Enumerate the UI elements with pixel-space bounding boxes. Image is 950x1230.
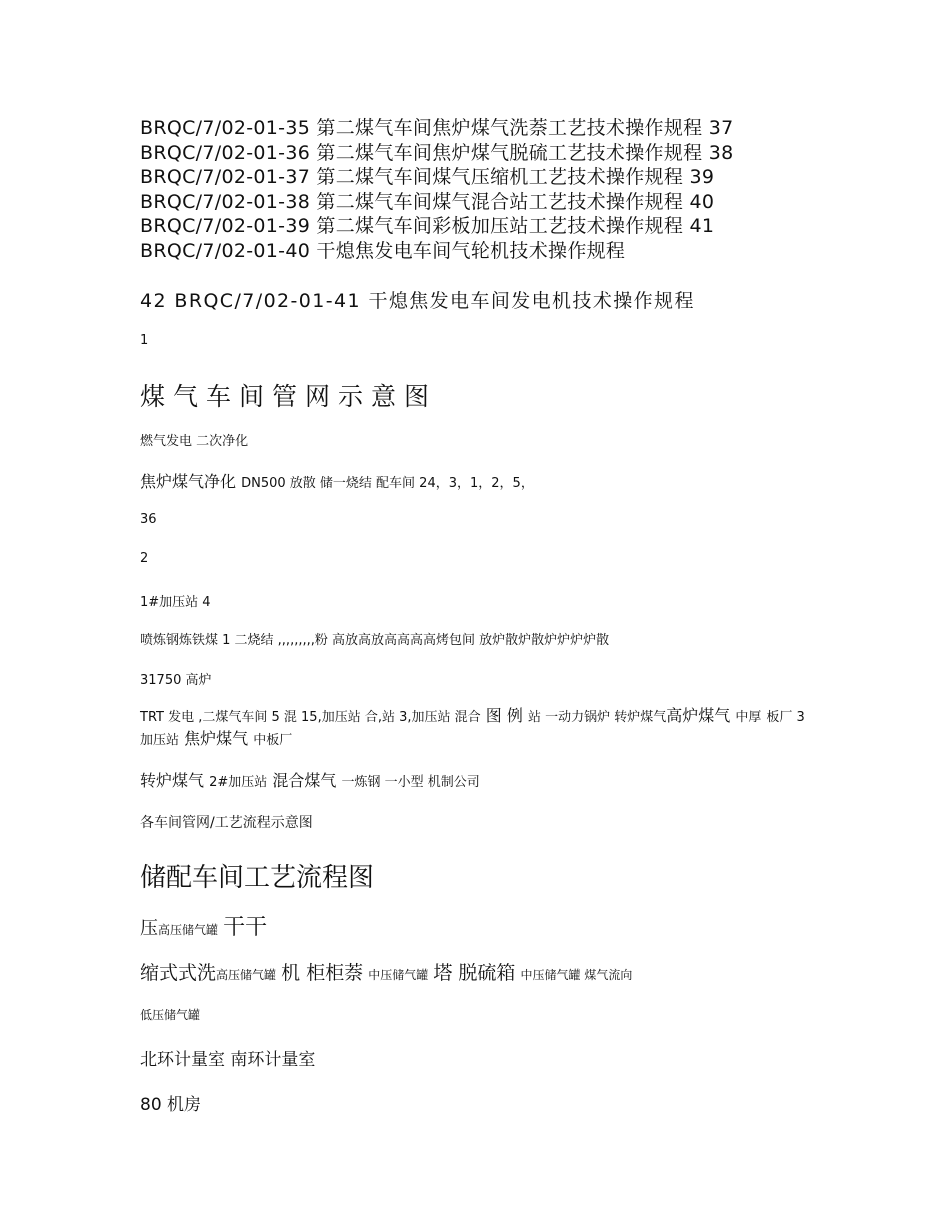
label-mp-tank-flow: 中压储气罐 煤气流向 bbox=[520, 968, 633, 982]
diagram-text-line-7: 31750 高炉 bbox=[140, 673, 212, 688]
label-cabinet-naphthalene: 机 柜柜萘 bbox=[281, 962, 364, 984]
diagram-text-line-9 bbox=[140, 768, 480, 791]
diagram-text-line-8 bbox=[140, 705, 810, 751]
toc-line-40: BRQC/7/02-01-40 干熄焦发电车间气轮机技术操作规程 bbox=[140, 240, 626, 262]
page-number: 1 bbox=[140, 333, 149, 348]
label-dn500-line: DN500 放散 储一烧结 配车间 24，3，1，2，5， bbox=[241, 476, 534, 491]
section-title-storage-flow: 储配车间工艺流程图 bbox=[140, 863, 375, 893]
label-trt-line: TRT 发电 ,二煤气车间 5 混 15,加压站 合,站 3,加压站 混合 bbox=[140, 710, 481, 725]
flow-row-3: 低压储气罐 bbox=[140, 1008, 201, 1022]
diagram-text-line-2 bbox=[140, 469, 534, 492]
label-coke-oven-gas: 焦炉煤气 bbox=[184, 729, 249, 748]
label-dry: 干干 bbox=[223, 915, 268, 940]
label-blast-furnace-gas: 高炉煤气 bbox=[666, 706, 731, 725]
diagram-text-line-3: 36 bbox=[140, 512, 157, 527]
flow-row-5: 80 机房 bbox=[140, 1095, 202, 1115]
label-boiler-line: 站 一动力锅炉 转炉煤气 bbox=[527, 710, 667, 725]
toc-line-39: BRQC/7/02-01-39 第二煤气车间彩板加压站工艺技术操作规程 41 bbox=[140, 215, 715, 237]
label-plate-mill-3: 板厂 3 加压站 bbox=[140, 710, 805, 748]
diagram-text-line-4: 2 bbox=[140, 551, 149, 566]
section-title-pipe-network: 煤气车间管网示意图 bbox=[140, 382, 438, 411]
toc-line-38: BRQC/7/02-01-38 第二煤气车间煤气混合站工艺技术操作规程 40 bbox=[140, 191, 715, 213]
label-medium-plate-mill: 中板厂 bbox=[253, 733, 293, 748]
label-compress: 压 bbox=[140, 918, 158, 939]
diagram-text-line-6: 喷炼钢炼铁煤 1 二烧结 ,,,,,,,,,粉 高放高放高高高高烤包间 放炉散炉散炉炉炉炉散 bbox=[140, 633, 610, 648]
label-converter-gas: 转炉煤气 bbox=[140, 771, 205, 790]
flow-row-1 bbox=[140, 910, 267, 941]
label-booster-2: 2#加压站 bbox=[209, 775, 268, 790]
flow-row-4: 北环计量室 南环计量室 bbox=[140, 1050, 316, 1070]
toc-line-37: BRQC/7/02-01-37 第二煤气车间煤气压缩机工艺技术操作规程 39 bbox=[140, 166, 715, 188]
flow-row-2 bbox=[140, 958, 632, 985]
label-hp-tank-2: 高压储气罐 bbox=[216, 968, 277, 982]
label-coke-gas-purify: 焦炉煤气净化 bbox=[140, 472, 237, 491]
label-tower-desulfur: 塔 脱硫箱 bbox=[433, 962, 516, 984]
label-legend: 图 例 bbox=[485, 706, 523, 725]
label-mp-tank: 中压储气罐 bbox=[368, 968, 429, 982]
diagram-text-line-5: 1#加压站 4 bbox=[140, 595, 211, 610]
label-hp-tank: 高压储气罐 bbox=[158, 923, 219, 937]
toc-line-35: BRQC/7/02-01-35 第二煤气车间焦炉煤气洗萘工艺技术操作规程 37 bbox=[140, 117, 734, 139]
label-mixed-gas: 混合煤气 bbox=[272, 771, 337, 790]
toc-line-41: 42 BRQC/7/02-01-41 干熄焦发电车间发电机技术操作规程 bbox=[140, 290, 695, 312]
label-medium-thick: 中厚 bbox=[735, 710, 762, 725]
label-steelworks: 一炼钢 一小型 机制公司 bbox=[341, 775, 480, 790]
diagram-text-line-1: 燃气发电 二次净化 bbox=[140, 434, 249, 449]
diagram-caption: 各车间管网/工艺流程示意图 bbox=[140, 815, 313, 831]
toc-line-36: BRQC/7/02-01-36 第二煤气车间焦炉煤气脱硫工艺技术操作规程 38 bbox=[140, 142, 734, 164]
label-compressor-wash: 缩式式洗 bbox=[140, 962, 217, 984]
